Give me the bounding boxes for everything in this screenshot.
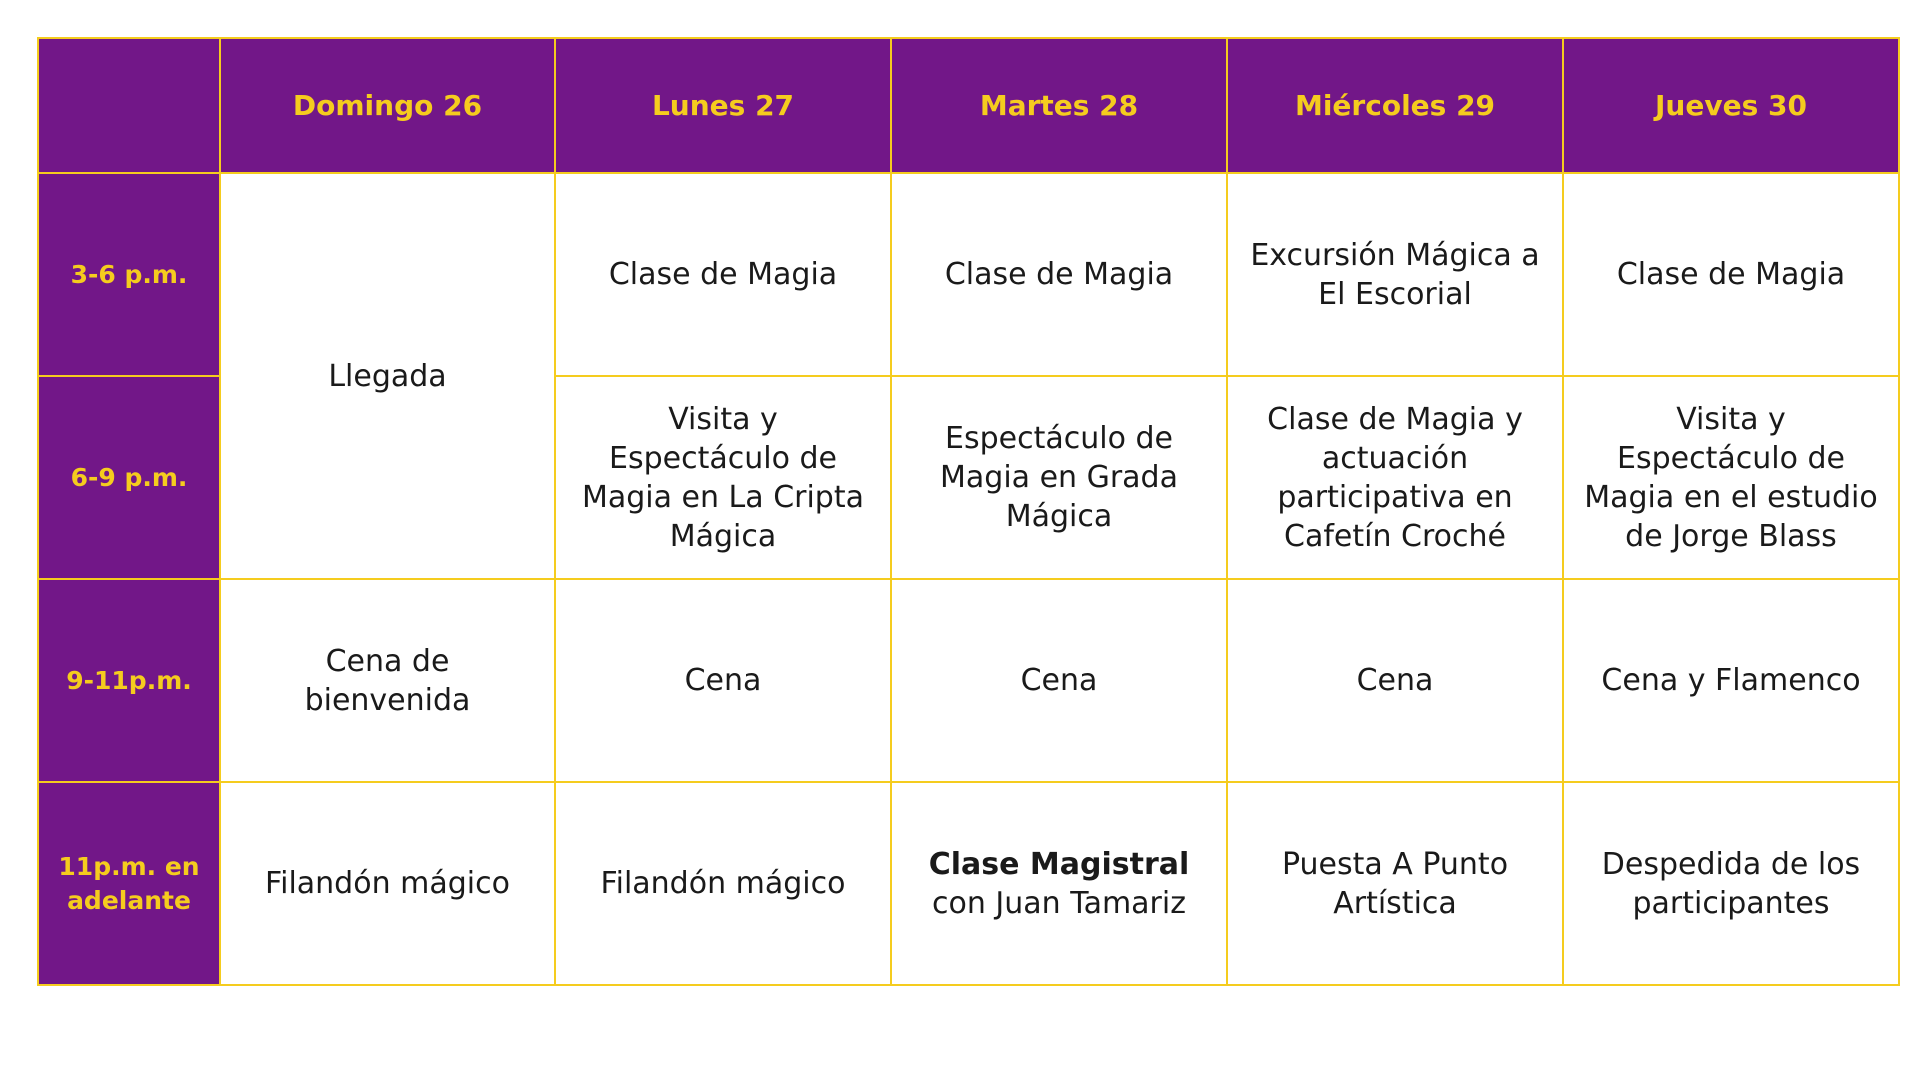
day-header-wednesday: Miércoles 29 — [1227, 38, 1563, 173]
slot-tuesday-9-11: Cena — [891, 579, 1227, 782]
slot-tuesday-late — [891, 782, 1227, 985]
time-row-3-6 — [38, 173, 1899, 376]
slot-wednesday-6-9: Clase de Magia y actuación participativa en Cafetín Croché — [1227, 376, 1563, 579]
time-row-11-late — [38, 782, 1899, 985]
masterclass-title: Clase Magistral — [928, 846, 1190, 882]
slot-thursday-9-11: Cena y Flamenco — [1563, 579, 1899, 782]
corner-cell — [38, 38, 220, 173]
slot-sunday-late: Filandón mágico — [220, 782, 555, 985]
time-label-9-11: 9-11p.m. — [38, 579, 220, 782]
day-header-sunday: Domingo 26 — [220, 38, 555, 173]
header-row — [38, 38, 1899, 173]
slot-thursday-late: Despedida de los participantes — [1563, 782, 1899, 985]
time-label-6-9: 6-9 p.m. — [38, 376, 220, 579]
slot-monday-9-11: Cena — [555, 579, 891, 782]
slot-monday-late: Filandón mágico — [555, 782, 891, 985]
slot-monday-3-6: Clase de Magia — [555, 173, 891, 376]
time-label-3-6: 3-6 p.m. — [38, 173, 220, 376]
slot-tuesday-3-6: Clase de Magia — [891, 173, 1227, 376]
slot-sunday-9-11: Cena de bienvenida — [220, 579, 555, 782]
schedule-table — [37, 37, 1900, 986]
slot-tuesday-6-9: Espectáculo de Magia en Grada Mágica — [891, 376, 1227, 579]
day-header-monday: Lunes 27 — [555, 38, 891, 173]
slot-wednesday-late: Puesta A Punto Artística — [1227, 782, 1563, 985]
masterclass-host: con Juan Tamariz — [932, 885, 1186, 921]
slot-wednesday-9-11: Cena — [1227, 579, 1563, 782]
day-header-tuesday: Martes 28 — [891, 38, 1227, 173]
slot-thursday-6-9: Visita y Espectáculo de Magia en el estudio de Jorge Blass — [1563, 376, 1899, 579]
time-label-11-late: 11p.m. en adelante — [38, 782, 220, 985]
slot-monday-6-9: Visita y Espectáculo de Magia en La Cripta Mágica — [555, 376, 891, 579]
day-header-thursday: Jueves 30 — [1563, 38, 1899, 173]
slot-sunday-arrival: Llegada — [220, 173, 555, 579]
slot-wednesday-3-6: Excursión Mágica a El Escorial — [1227, 173, 1563, 376]
slot-thursday-3-6: Clase de Magia — [1563, 173, 1899, 376]
time-row-9-11 — [38, 579, 1899, 782]
